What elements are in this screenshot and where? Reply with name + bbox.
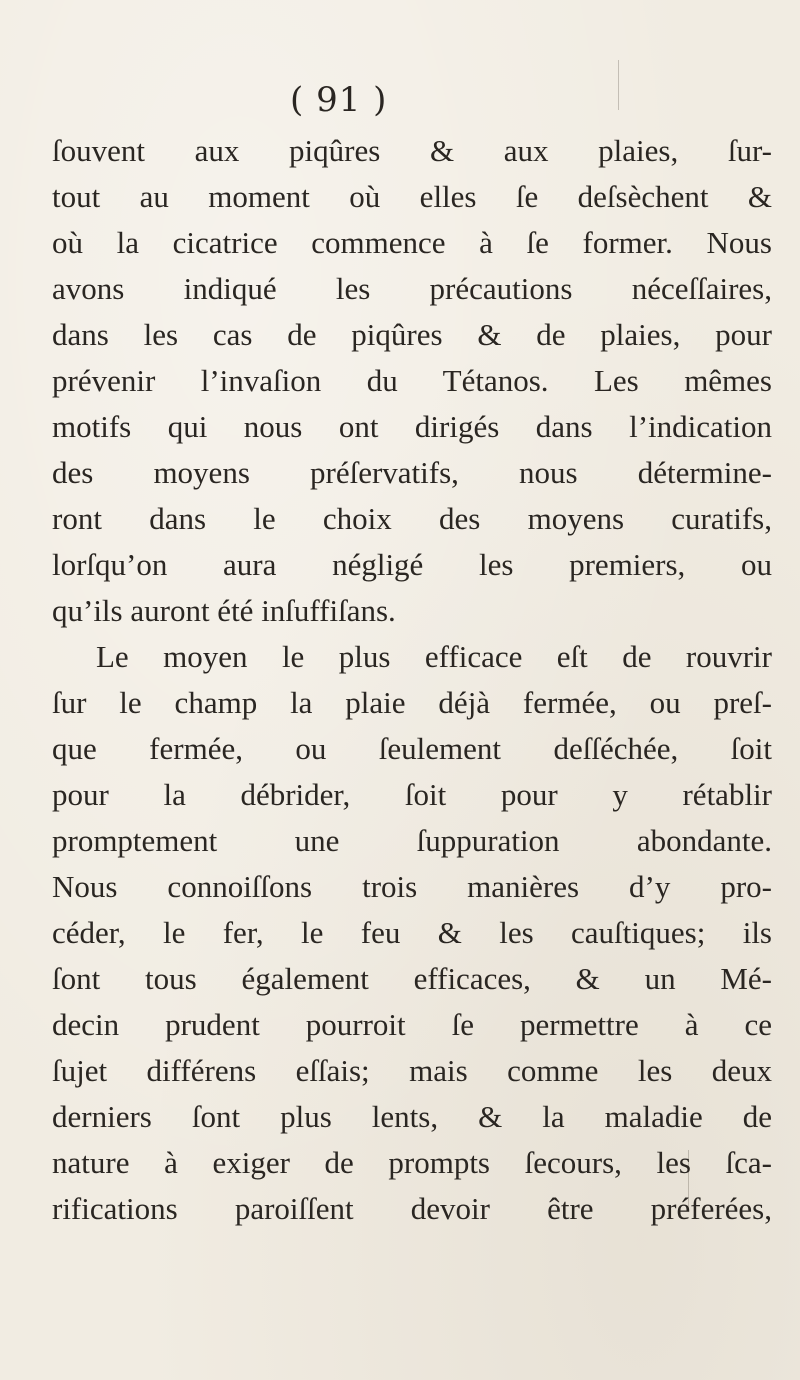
- text-line: prévenir l’invaſion du Tétanos. Les mêmes: [52, 363, 772, 398]
- text-line: ſouvent aux piqûres & aux plaies, ſur-: [52, 133, 772, 168]
- text-line: derniers ſont plus lents, & la maladie de: [52, 1099, 772, 1134]
- text-line: avons indiqué les précautions néceſſaires,: [52, 271, 772, 306]
- text-line: nature à exiger de prompts ſecours, les ſca-: [52, 1145, 772, 1180]
- text-line: pour la débrider, ſoit pour y rétablir: [52, 777, 772, 812]
- text-line: où la cicatrice commence à ſe former. Nous: [52, 225, 772, 260]
- text-line: motifs qui nous ont dirigés dans l’indication: [52, 409, 772, 444]
- text-line: céder, le fer, le feu & les cauſtiques; ils: [52, 915, 772, 950]
- text-line: des moyens préſervatifs, nous détermine-: [52, 455, 772, 490]
- body-text: [52, 128, 772, 1232]
- text-line: ſur le champ la plaie déjà fermée, ou preſ-: [52, 685, 772, 720]
- text-line: lorſqu’on aura négligé les premiers, ou: [52, 547, 772, 582]
- text-line: dans les cas de piqûres & de plaies, pour: [52, 317, 772, 352]
- text-line: ront dans le choix des moyens curatifs,: [52, 501, 772, 536]
- text-line: Nous connoiſſons trois manières d’y pro-: [52, 869, 772, 904]
- page-number: ( 91 ): [290, 80, 388, 120]
- text-line-paragraph-start: Le moyen le plus efficace eſt de rouvrir: [96, 639, 772, 674]
- text-line-paragraph-end: qu’ils auront été inſuffiſans.: [52, 593, 396, 628]
- text-line: decin prudent pourroit ſe permettre à ce: [52, 1007, 772, 1042]
- text-line: ſujet différens eſſais; mais comme les deux: [52, 1053, 772, 1088]
- text-line: rifications paroiſſent devoir être préferées,: [52, 1191, 772, 1226]
- text-line: tout au moment où elles ſe deſsèchent &: [52, 179, 772, 214]
- text-line: promptement une ſuppuration abondante.: [52, 823, 772, 858]
- text-line: ſont tous également efficaces, & un Mé-: [52, 961, 772, 996]
- page-edge-mark: [618, 60, 619, 110]
- text-line: que fermée, ou ſeulement deſſéchée, ſoit: [52, 731, 772, 766]
